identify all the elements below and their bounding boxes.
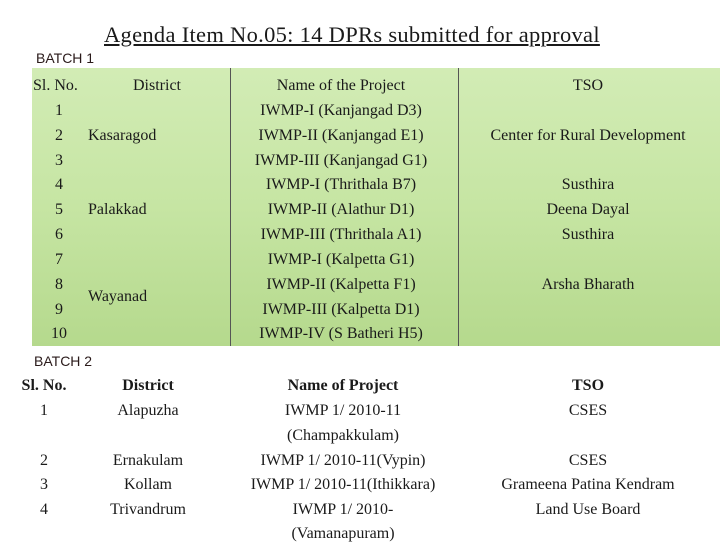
batch2-project-line2: (Vamanapuram) [291, 525, 395, 542]
batch1-project: IWMP-II (Kanjangad E1) [258, 127, 424, 144]
batch1-sl: 5 [55, 201, 63, 218]
batch2-district: Alapuzha [117, 402, 179, 419]
column-divider [230, 68, 231, 346]
batch1-sl: 8 [55, 276, 63, 293]
batch2-tso: CSES [568, 402, 608, 419]
batch1-district: Palakkad [88, 201, 147, 218]
batch2-label: BATCH 2 [34, 353, 93, 369]
batch2-district: Trivandrum [110, 501, 186, 518]
column-divider [458, 68, 459, 346]
batch1-tso: Center for Rural Development [490, 127, 686, 144]
batch2-sl: 2 [40, 452, 48, 469]
batch1-tso: Susthira [561, 226, 615, 243]
batch1-project: IWMP-IV (S Batheri H5) [259, 325, 423, 342]
batch1-district: Kasaragod [88, 127, 157, 144]
batch2-header-tso: TSO [571, 377, 605, 394]
batch2-project: IWMP 1/ 2010-11 [284, 402, 402, 419]
batch1-sl: 6 [55, 226, 63, 243]
batch1-header-sl: Sl. No. [33, 77, 78, 94]
batch2-tso: CSES [568, 452, 608, 469]
batch1-sl: 7 [55, 251, 63, 268]
batch2-district: Kollam [124, 476, 172, 493]
batch2-sl: 4 [40, 501, 48, 518]
batch2-header-project: Name of Project [287, 377, 399, 394]
batch2-sl: 3 [40, 476, 48, 493]
batch1-project: IWMP-I (Thrithala B7) [265, 176, 417, 193]
batch2-header-district: District [122, 377, 174, 394]
batch1-tso: Susthira [561, 176, 615, 193]
batch1-project: IWMP-II (Alathur D1) [267, 201, 415, 218]
batch2-project: IWMP 1/ 2010-11(Vypin) [260, 452, 426, 469]
batch1-sl: 1 [55, 102, 63, 119]
batch1-sl: 9 [55, 301, 63, 318]
batch1-district: Wayanad [88, 288, 148, 305]
batch2-district: Ernakulam [112, 452, 184, 469]
batch2-tso: Grameena Patina Kendram [501, 476, 675, 493]
batch2-header-sl: Sl. No. [21, 377, 67, 394]
batch1-label: BATCH 1 [36, 50, 95, 66]
slide-title: Agenda Item No.05: 14 DPRs submitted for approval [104, 22, 600, 47]
batch1-tso: Deena Dayal [546, 201, 630, 218]
batch1-header-tso: TSO [572, 77, 604, 94]
batch2-sl: 1 [40, 402, 48, 419]
batch1-sl: 2 [55, 127, 63, 144]
batch1-project: IWMP-III (Kalpetta D1) [262, 301, 420, 318]
batch1-project: IWMP-I (Kanjangad D3) [260, 102, 422, 119]
batch1-project: IWMP-III (Thrithala A1) [260, 226, 422, 243]
batch1-sl: 3 [55, 152, 63, 169]
batch2-project-line2: (Champakkulam) [287, 427, 399, 444]
batch1-project: IWMP-III (Kanjangad G1) [254, 152, 428, 169]
batch1-sl: 4 [55, 176, 63, 193]
batch1-header-district: District [133, 77, 181, 94]
batch1-sl: 10 [51, 325, 67, 342]
batch2-tso: Land Use Board [535, 501, 641, 518]
batch1-tso: Arsha Bharath [541, 276, 635, 293]
batch1-project: IWMP-II (Kalpetta F1) [266, 276, 416, 293]
batch1-project: IWMP-I (Kalpetta G1) [267, 251, 415, 268]
batch2-project: IWMP 1/ 2010- [292, 501, 394, 518]
batch2-project: IWMP 1/ 2010-11(Ithikkara) [250, 476, 436, 493]
batch1-header-project: Name of the Project [276, 77, 406, 94]
